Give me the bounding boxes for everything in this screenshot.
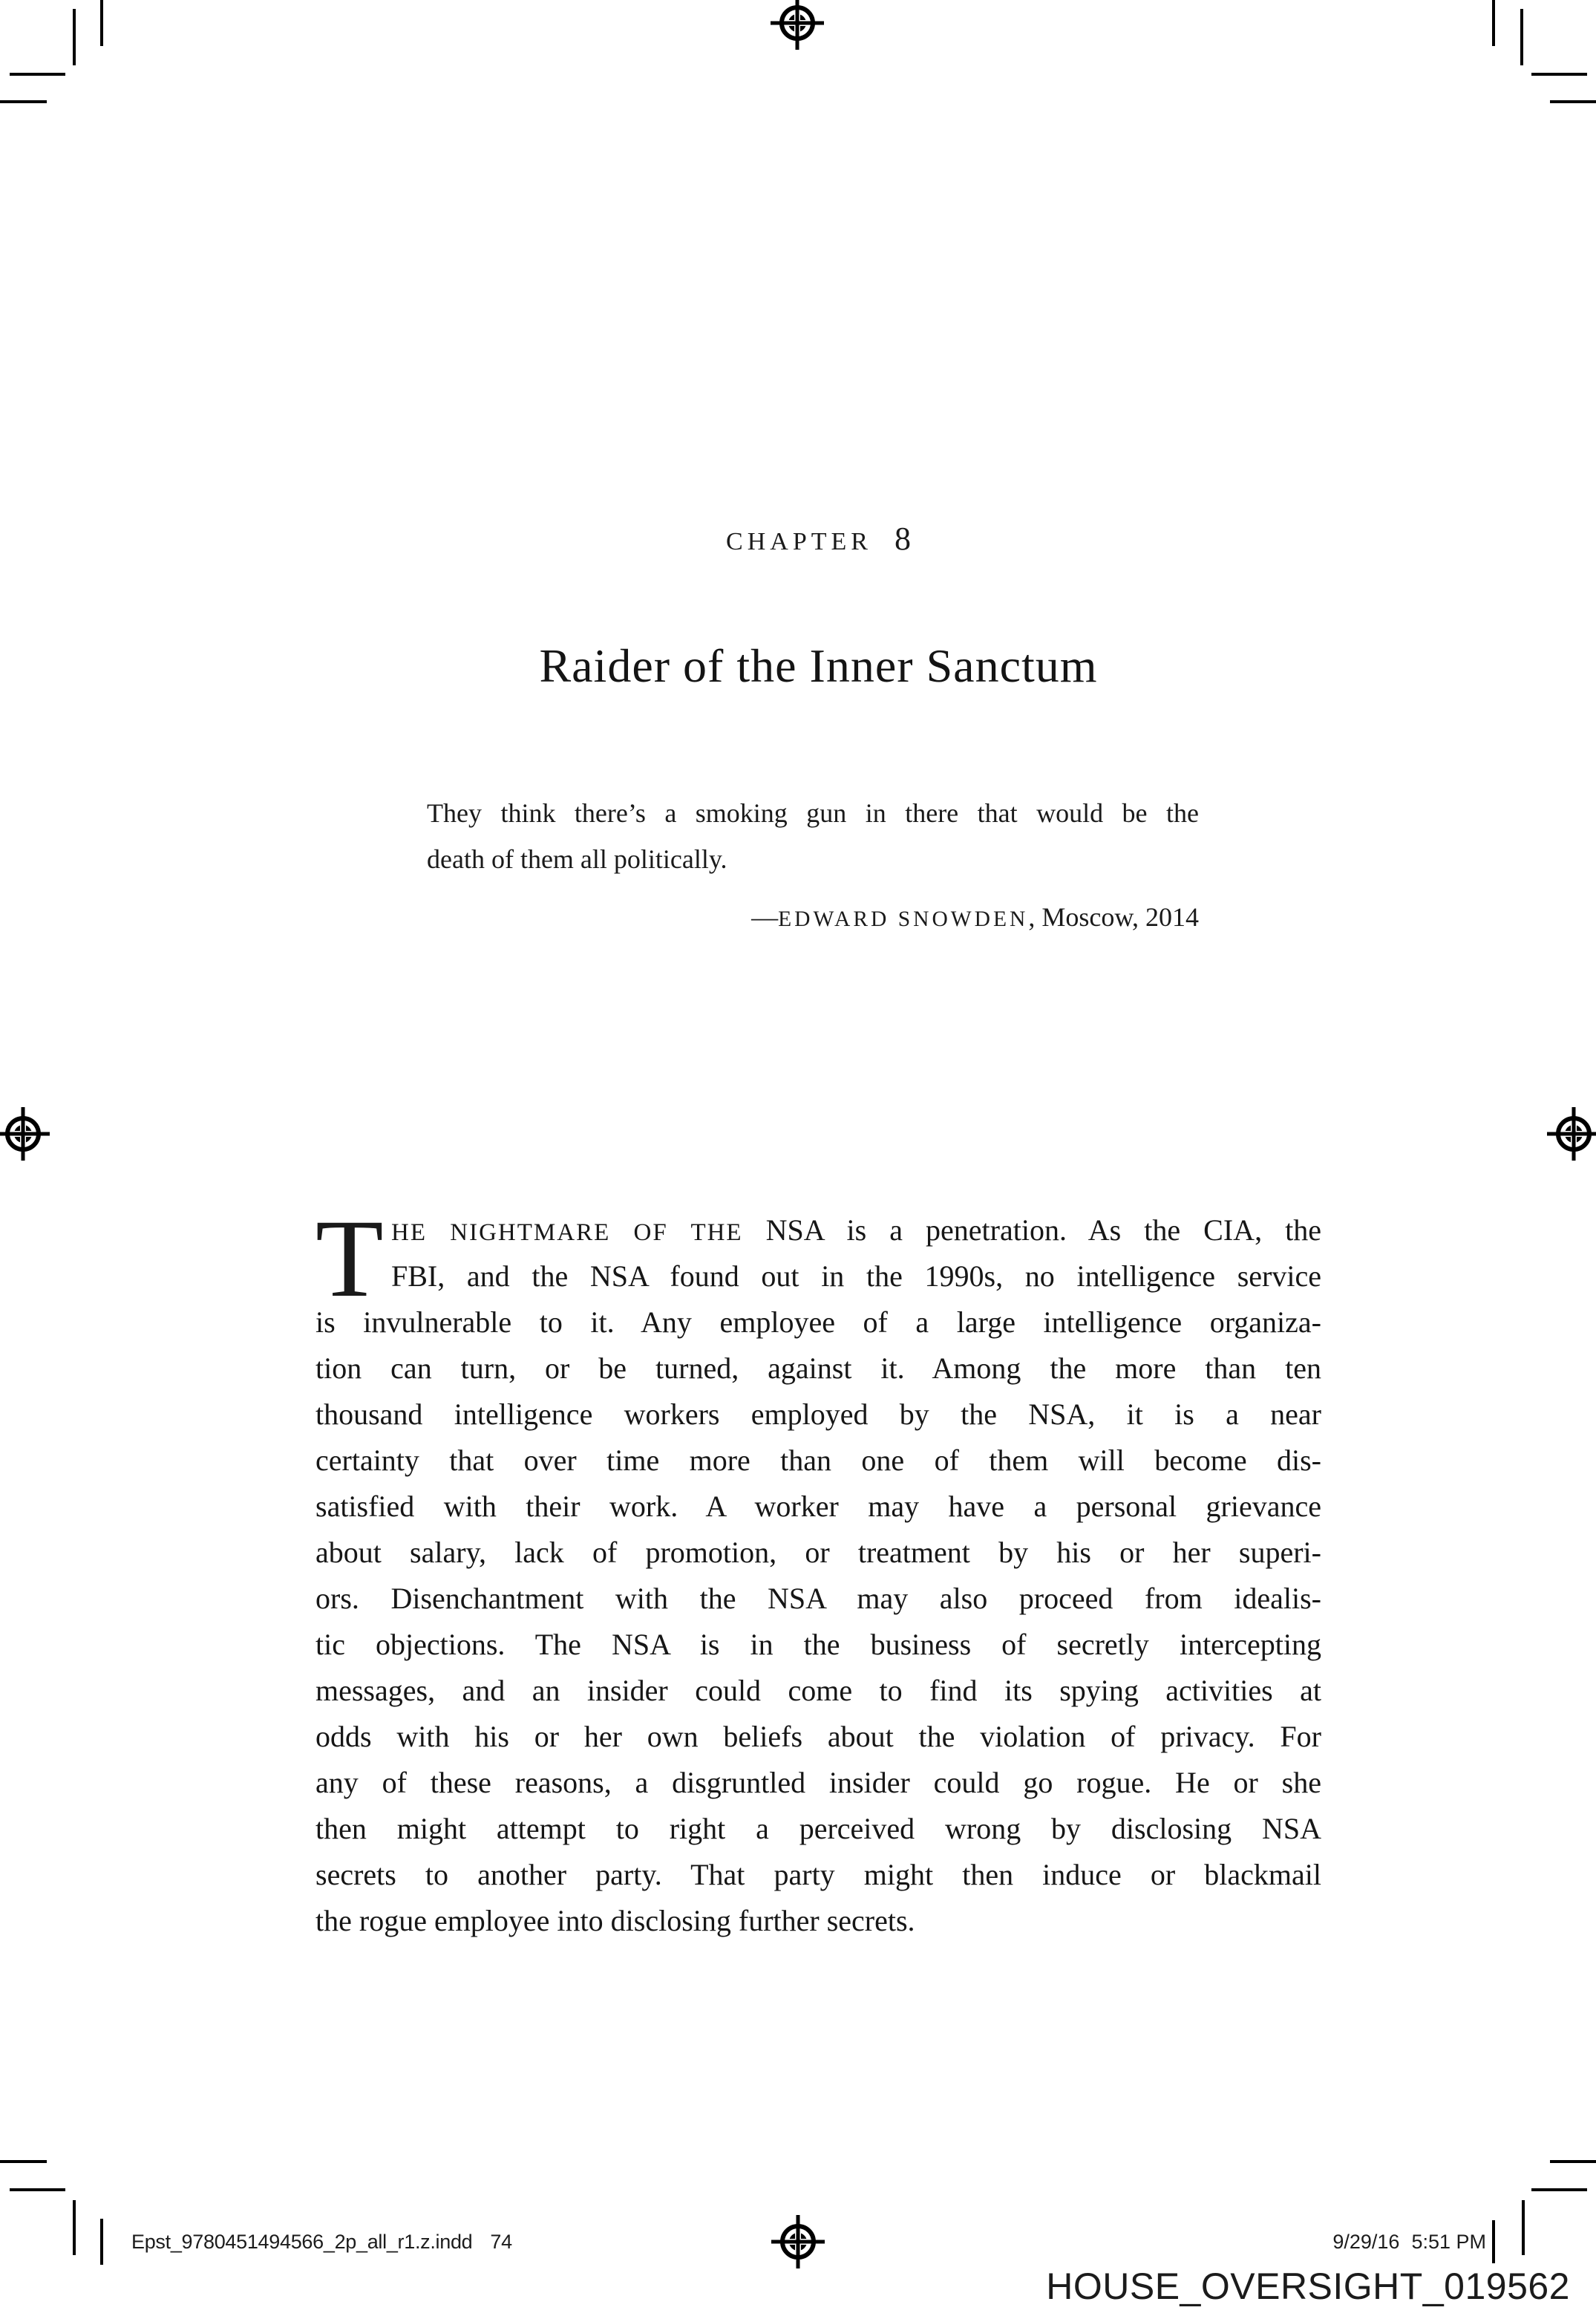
registration-mark-icon-bottom (771, 2215, 825, 2268)
crop-mark (0, 100, 47, 103)
body-line: FBI, and the NSA found out in the 1990s, no intelligence service (391, 1259, 1321, 1293)
body-line: any of these reasons, a disgruntled insider could go rogue. He or she (315, 1766, 1321, 1799)
footer-slug (131, 2231, 512, 2254)
footer-time: 5:51 PM (1411, 2231, 1486, 2253)
body-line: ors. Disenchantment with the NSA may also proceed from idealis- (315, 1582, 1321, 1615)
crop-mark (1492, 2220, 1495, 2263)
registration-mark-icon-right (1547, 1107, 1596, 1161)
body-line: about salary, lack of promotion, or treatment by his or her superi- (315, 1536, 1321, 1569)
crop-mark (73, 2200, 76, 2255)
epigraph-line: death of them all politically. (427, 844, 727, 874)
epigraph (427, 790, 1199, 942)
chapter-number: 8 (894, 521, 911, 557)
indd-filename: Epst_9780451494566_2p_all_r1.z.indd (131, 2231, 473, 2253)
body-line: certainty that over time more than one of them will become dis- (315, 1444, 1321, 1477)
crop-mark (73, 9, 76, 65)
body-line: secrets to another party. That party might then induce or blackmail (315, 1858, 1321, 1891)
registration-mark-icon-top (771, 0, 824, 50)
body-line-text: NSA is a penetration. As the CIA, the (742, 1213, 1321, 1247)
crop-mark (10, 73, 65, 76)
footer-page-number: 74 (490, 2231, 512, 2253)
attribution-name: EDWARD SNOWDEN (778, 907, 1029, 931)
crop-mark (1531, 73, 1587, 76)
body-paragraph (315, 1197, 1321, 1944)
bates-stamp: HOUSE_OVERSIGHT_019562 (1046, 2266, 1570, 2307)
body-line: messages, and an insider could come to find its spying activities at (315, 1674, 1321, 1707)
body-line: the rogue employee into disclosing further secrets. (315, 1904, 915, 1937)
crop-mark (1550, 100, 1596, 103)
crop-mark (100, 0, 103, 46)
crop-mark (10, 2188, 65, 2191)
crop-mark (1522, 2200, 1525, 2255)
crop-mark (1531, 2188, 1587, 2191)
crop-mark (100, 2219, 103, 2265)
body-line: thousand intelligence workers employed by the NSA, it is a near (315, 1397, 1321, 1431)
body-line (315, 1207, 1321, 1253)
crop-mark (1520, 9, 1523, 65)
body-line: satisfied with their work. A worker may have a personal grievance (315, 1490, 1321, 1523)
body-line: odds with his or her own beliefs about the violation of privacy. For (315, 1720, 1321, 1753)
footer-datetime (1332, 2231, 1486, 2254)
body-line: tion can turn, or be turned, against it. Among the more than ten (315, 1351, 1321, 1385)
chapter-word: CHAPTER (726, 528, 872, 555)
crop-mark (1492, 0, 1495, 46)
footer-date: 9/29/16 (1332, 2231, 1400, 2253)
chapter-label (315, 520, 1321, 558)
body-line: tic objections. The NSA is in the business of secretly intercepting (315, 1628, 1321, 1661)
attribution-rest: , Moscow, 2014 (1028, 902, 1199, 932)
epigraph-line: They think there’s a smoking gun in there that would be the (427, 798, 1199, 828)
crop-mark (0, 2160, 47, 2163)
body-line: is invulnerable to it. Any employee of a large intelligence organiza- (315, 1305, 1321, 1339)
crop-mark (1550, 2160, 1596, 2163)
drop-cap: T (315, 1197, 384, 1320)
smallcaps-intro: HE NIGHTMARE OF THE (391, 1219, 743, 1246)
registration-mark-icon-left (0, 1107, 50, 1161)
page-title: Raider of the Inner Sanctum (539, 639, 1098, 692)
epigraph-attribution (427, 894, 1199, 942)
body-line: then might attempt to right a perceived wrong by disclosing NSA (315, 1812, 1321, 1845)
attribution-dash: — (751, 902, 779, 932)
